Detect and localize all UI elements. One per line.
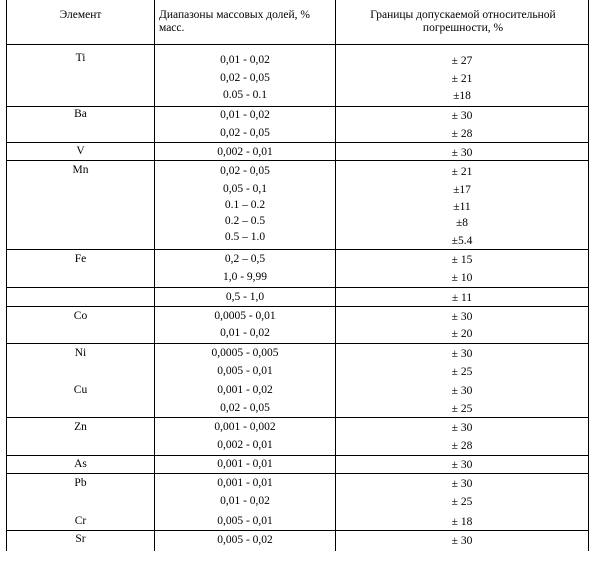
header-range: Диапазоны массовых долей, % масс. <box>159 9 311 34</box>
row-divider <box>7 287 588 288</box>
error-cell: ± 30 <box>451 110 473 122</box>
range-cell: 0,005 - 0,02 <box>217 534 273 546</box>
range-cell: 0,05 - 0,1 <box>222 183 268 195</box>
error-cell: ±11 <box>453 201 471 213</box>
range-cell: 0,02 - 0,05 <box>220 127 270 139</box>
element-cell: Zn <box>74 421 87 433</box>
range-cell: 0,02 - 0,05 <box>220 165 270 177</box>
error-cell: ± 18 <box>451 516 473 528</box>
range-cell: 0.2 – 0.5 <box>224 215 266 227</box>
element-cell: Ti <box>75 52 86 64</box>
element-cell: Sr <box>75 533 86 545</box>
error-cell: ± 30 <box>451 311 473 323</box>
error-cell: ± 15 <box>451 254 473 266</box>
row-divider <box>7 417 588 418</box>
range-cell: 0,02 - 0,05 <box>220 72 270 84</box>
element-cell: Co <box>73 310 88 322</box>
error-cell: ± 28 <box>451 128 473 140</box>
range-cell: 0.5 – 1.0 <box>224 231 266 243</box>
row-divider <box>7 249 588 250</box>
range-cell: 0,0005 - 0,005 <box>211 347 279 359</box>
range-cell: 0,01 - 0,02 <box>220 495 270 507</box>
row-divider <box>7 343 588 344</box>
header-error: Границы допускаемой относительной погрешности, % <box>370 9 556 34</box>
error-cell: ± 10 <box>451 272 473 284</box>
element-cell: Mn <box>72 164 89 176</box>
range-cell: 0,01 - 0,02 <box>220 109 270 121</box>
header-element: Элемент <box>59 9 102 21</box>
range-cell: 0.05 - 0.1 <box>222 89 268 101</box>
range-cell: 0,01 - 0,02 <box>220 54 270 66</box>
error-cell: ± 20 <box>451 328 473 340</box>
range-cell: 0,001 - 0,01 <box>217 477 273 489</box>
range-cell: 0,005 - 0,01 <box>217 515 273 527</box>
range-cell: 0,0005 - 0,01 <box>214 310 276 322</box>
element-cell: Cr <box>74 515 87 527</box>
error-cell: ± 30 <box>451 348 473 360</box>
range-cell: 0,001 - 0,02 <box>217 384 273 396</box>
range-cell: 0,2 – 0,5 <box>224 253 266 265</box>
error-cell: ± 30 <box>451 459 473 471</box>
row-divider <box>7 455 588 456</box>
error-cell: ± 25 <box>451 366 473 378</box>
range-cell: 0,002 - 0,01 <box>217 439 273 451</box>
error-cell: ±17 <box>453 184 471 196</box>
row-divider <box>7 142 588 143</box>
error-cell: ± 30 <box>451 422 473 434</box>
error-cell: ± 25 <box>451 403 473 415</box>
element-cell: Ni <box>74 347 87 359</box>
element-cell: Ba <box>74 108 87 120</box>
element-cell: Pb <box>74 477 87 489</box>
error-cell: ± 27 <box>451 55 473 67</box>
error-cell: ± 21 <box>451 166 473 178</box>
error-cell: ± 30 <box>451 147 473 159</box>
element-cell: V <box>76 145 85 157</box>
range-cell: 0,5 - 1,0 <box>225 291 265 303</box>
range-cell: 0,005 - 0,01 <box>217 365 273 377</box>
error-cell: ±5.4 <box>451 235 473 247</box>
error-cell: ± 25 <box>451 496 473 508</box>
element-cell: As <box>74 458 87 470</box>
row-divider <box>7 530 588 531</box>
element-cell: Cu <box>73 384 88 396</box>
range-cell: 0,001 - 0,01 <box>217 458 273 470</box>
error-cell: ± 11 <box>451 292 473 304</box>
data-table <box>6 0 589 551</box>
range-cell: 0.1 – 0.2 <box>224 199 266 211</box>
error-cell: ±8 <box>455 217 469 229</box>
row-divider <box>7 306 588 307</box>
range-cell: 0,002 - 0,01 <box>217 146 273 158</box>
header-divider <box>7 44 588 45</box>
error-cell: ±18 <box>453 90 471 102</box>
error-cell: ± 21 <box>451 73 473 85</box>
range-cell: 0,001 - 0,002 <box>214 421 276 433</box>
error-cell: ± 28 <box>451 440 473 452</box>
range-cell: 0,02 - 0,05 <box>220 402 270 414</box>
row-divider <box>7 160 588 161</box>
row-divider <box>7 473 588 474</box>
range-cell: 0,01 - 0,02 <box>220 327 270 339</box>
error-cell: ± 30 <box>451 535 473 547</box>
element-cell: Fe <box>74 253 87 265</box>
range-cell: 1,0 - 9,99 <box>222 271 268 283</box>
error-cell: ± 30 <box>451 478 473 490</box>
error-cell: ± 30 <box>451 385 473 397</box>
